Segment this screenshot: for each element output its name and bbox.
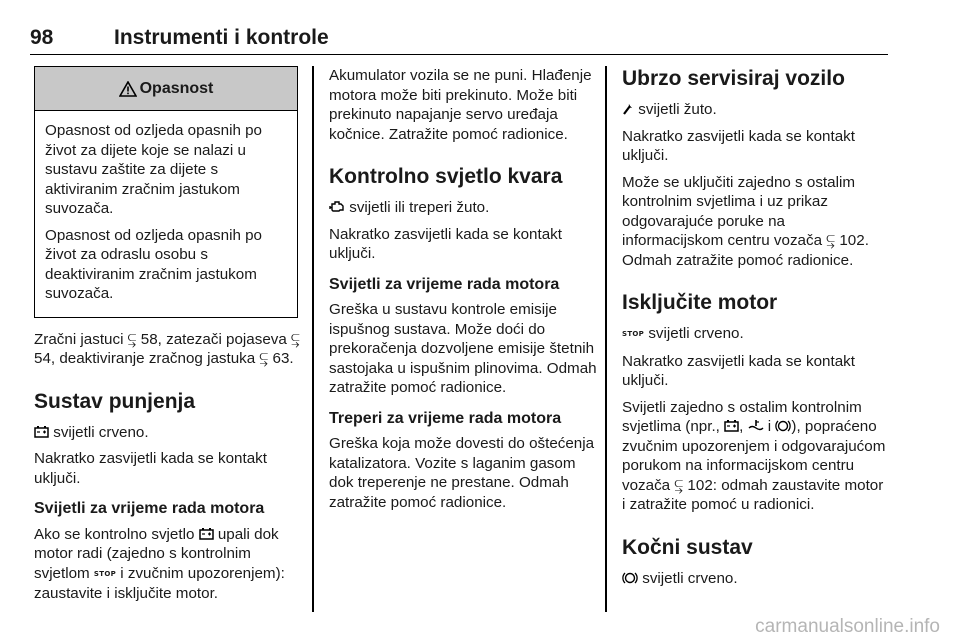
symbol-line bbox=[34, 423, 302, 443]
watermark: carmanualsonline.info bbox=[755, 616, 940, 637]
section-heading: Kočni sustav bbox=[622, 535, 753, 559]
paragraph: Nakratko zasvijetli kada se kontakt uključi. bbox=[329, 225, 562, 262]
stop-icon: STOP bbox=[93, 569, 117, 578]
text-run: Ako se kontrolno svjetlo bbox=[34, 525, 199, 543]
wrench-icon bbox=[622, 102, 634, 115]
page-header bbox=[30, 26, 888, 55]
subsection-heading: Svijetli za vrijeme rada motora bbox=[329, 275, 560, 293]
paragraph: Akumulator vozila se ne puni. Hlađenje motora može biti prekinuto. Može biti prekinuto napajanje servo uređaja kočnice. Zatražite pomoć radionice. bbox=[329, 67, 592, 143]
section-heading: Ubrzo servisiraj vozilo bbox=[622, 67, 845, 90]
warning-triangle-icon bbox=[119, 81, 137, 97]
stop-icon: STOP bbox=[622, 330, 645, 338]
paragraph: Nakratko zasvijetli kada se kontakt uključi. bbox=[622, 127, 855, 164]
paragraph: Svijetli zajedno s ostalim kontrolnim svjetlima (npr., , i ), popraćeno zvučnim upozorenjem i odgovarajućom porukom na informacijskom centru vozača ⥹ 102: odmah zaustavite motor i zatražite pomoć u radionici. bbox=[622, 398, 886, 513]
section-heading: Kontrolno svjetlo kvara bbox=[329, 165, 563, 188]
danger-body bbox=[35, 111, 297, 317]
engine-icon bbox=[329, 200, 345, 213]
column-3 bbox=[622, 66, 890, 595]
brake-icon bbox=[622, 571, 638, 585]
danger-box bbox=[34, 66, 298, 318]
symbol-text: svijetli žuto. bbox=[634, 101, 717, 118]
brake-icon bbox=[775, 419, 791, 433]
battery-icon bbox=[724, 419, 739, 432]
text-run: i bbox=[763, 418, 776, 435]
danger-paragraph: Opasnost od ozljeda opasnih po život za dijete koje se nalazi u sustavu zaštite za dijete s aktiviranim zračnim jastukom suvozača. bbox=[45, 122, 263, 217]
text-run: i zvučnim upozorenjem): zaustavite i isključite motor. bbox=[34, 564, 285, 602]
page-number: 98 bbox=[30, 26, 54, 49]
paragraph: Nakratko zasvijetli kada se kontakt uključi. bbox=[34, 450, 267, 487]
symbol-line bbox=[622, 100, 890, 120]
symbol-text: svijetli crveno. bbox=[638, 569, 738, 587]
cross-references: Zračni jastuci ⥹ 58, zatezači pojaseva ⥹ 54, deaktiviranje zračnog jastuka ⥹ 63. bbox=[34, 330, 300, 367]
battery-icon bbox=[34, 425, 49, 438]
paragraph: Greška koja može dovesti do oštećenja katalizatora. Vozite s laganim gasom dok treperenje ne prestane. Odmah zatražite pomoć radionice. bbox=[329, 435, 595, 511]
paragraph: Može se uključiti zajedno s ostalim kontrolnim svjetlima i uz prikaz odgovarajuće poruke na informacijskom centru vozača ⥹ 102. Odmah zatražite pomoć radionice. bbox=[622, 173, 869, 269]
subsection-heading: Svijetli za vrijeme rada motora bbox=[34, 500, 265, 517]
battery-icon bbox=[199, 527, 214, 540]
text-run: ), popraćeno zvučnim upozorenjem i odgovarajućom porukom na informacijskom centru vozača ⥹ 102: odmah zaustavite motor i zatražite pomoć u radionici. bbox=[622, 418, 886, 513]
subsection-heading: Treperi za vrijeme rada motora bbox=[329, 409, 562, 427]
danger-paragraph: Opasnost od ozljeda opasnih po život za odraslu osobu s deaktiviranim zračnim jastukom suvozača. bbox=[45, 226, 263, 302]
danger-header bbox=[35, 67, 297, 111]
symbol-text: svijetli crveno. bbox=[49, 423, 149, 441]
coolant-icon bbox=[748, 419, 764, 432]
section-heading: Sustav punjenja bbox=[34, 389, 196, 413]
symbol-text: svijetli ili treperi žuto. bbox=[345, 199, 490, 216]
column-2 bbox=[329, 66, 597, 519]
column-divider bbox=[312, 66, 314, 612]
column-1 bbox=[34, 66, 302, 611]
paragraph: Nakratko zasvijetli kada se kontakt uključi. bbox=[622, 352, 855, 389]
paragraph: Greška u sustavu kontrole emisije ispušnog sustava. Može doći do prekoračenja dozvoljene emisije štetnih sastojaka u ispušnim plinovima. Odmah zatražite pomoć radionice. bbox=[329, 301, 597, 396]
symbol-line bbox=[329, 198, 597, 218]
paragraph bbox=[34, 525, 302, 604]
symbol-line bbox=[622, 569, 890, 589]
column-divider bbox=[605, 66, 607, 612]
page-title: Instrumenti i kontrole bbox=[114, 26, 329, 49]
symbol-text: svijetli crveno. bbox=[644, 325, 744, 342]
section-heading: Isključite motor bbox=[622, 291, 778, 314]
danger-title: Opasnost bbox=[139, 79, 214, 97]
text-run: Svijetli zajedno s ostalim kontrolnim svjetlima (npr., bbox=[622, 398, 862, 435]
text-run: upali dok motor radi (zajedno s kontrolnim svjetlom bbox=[34, 525, 279, 582]
symbol-line bbox=[622, 324, 890, 345]
